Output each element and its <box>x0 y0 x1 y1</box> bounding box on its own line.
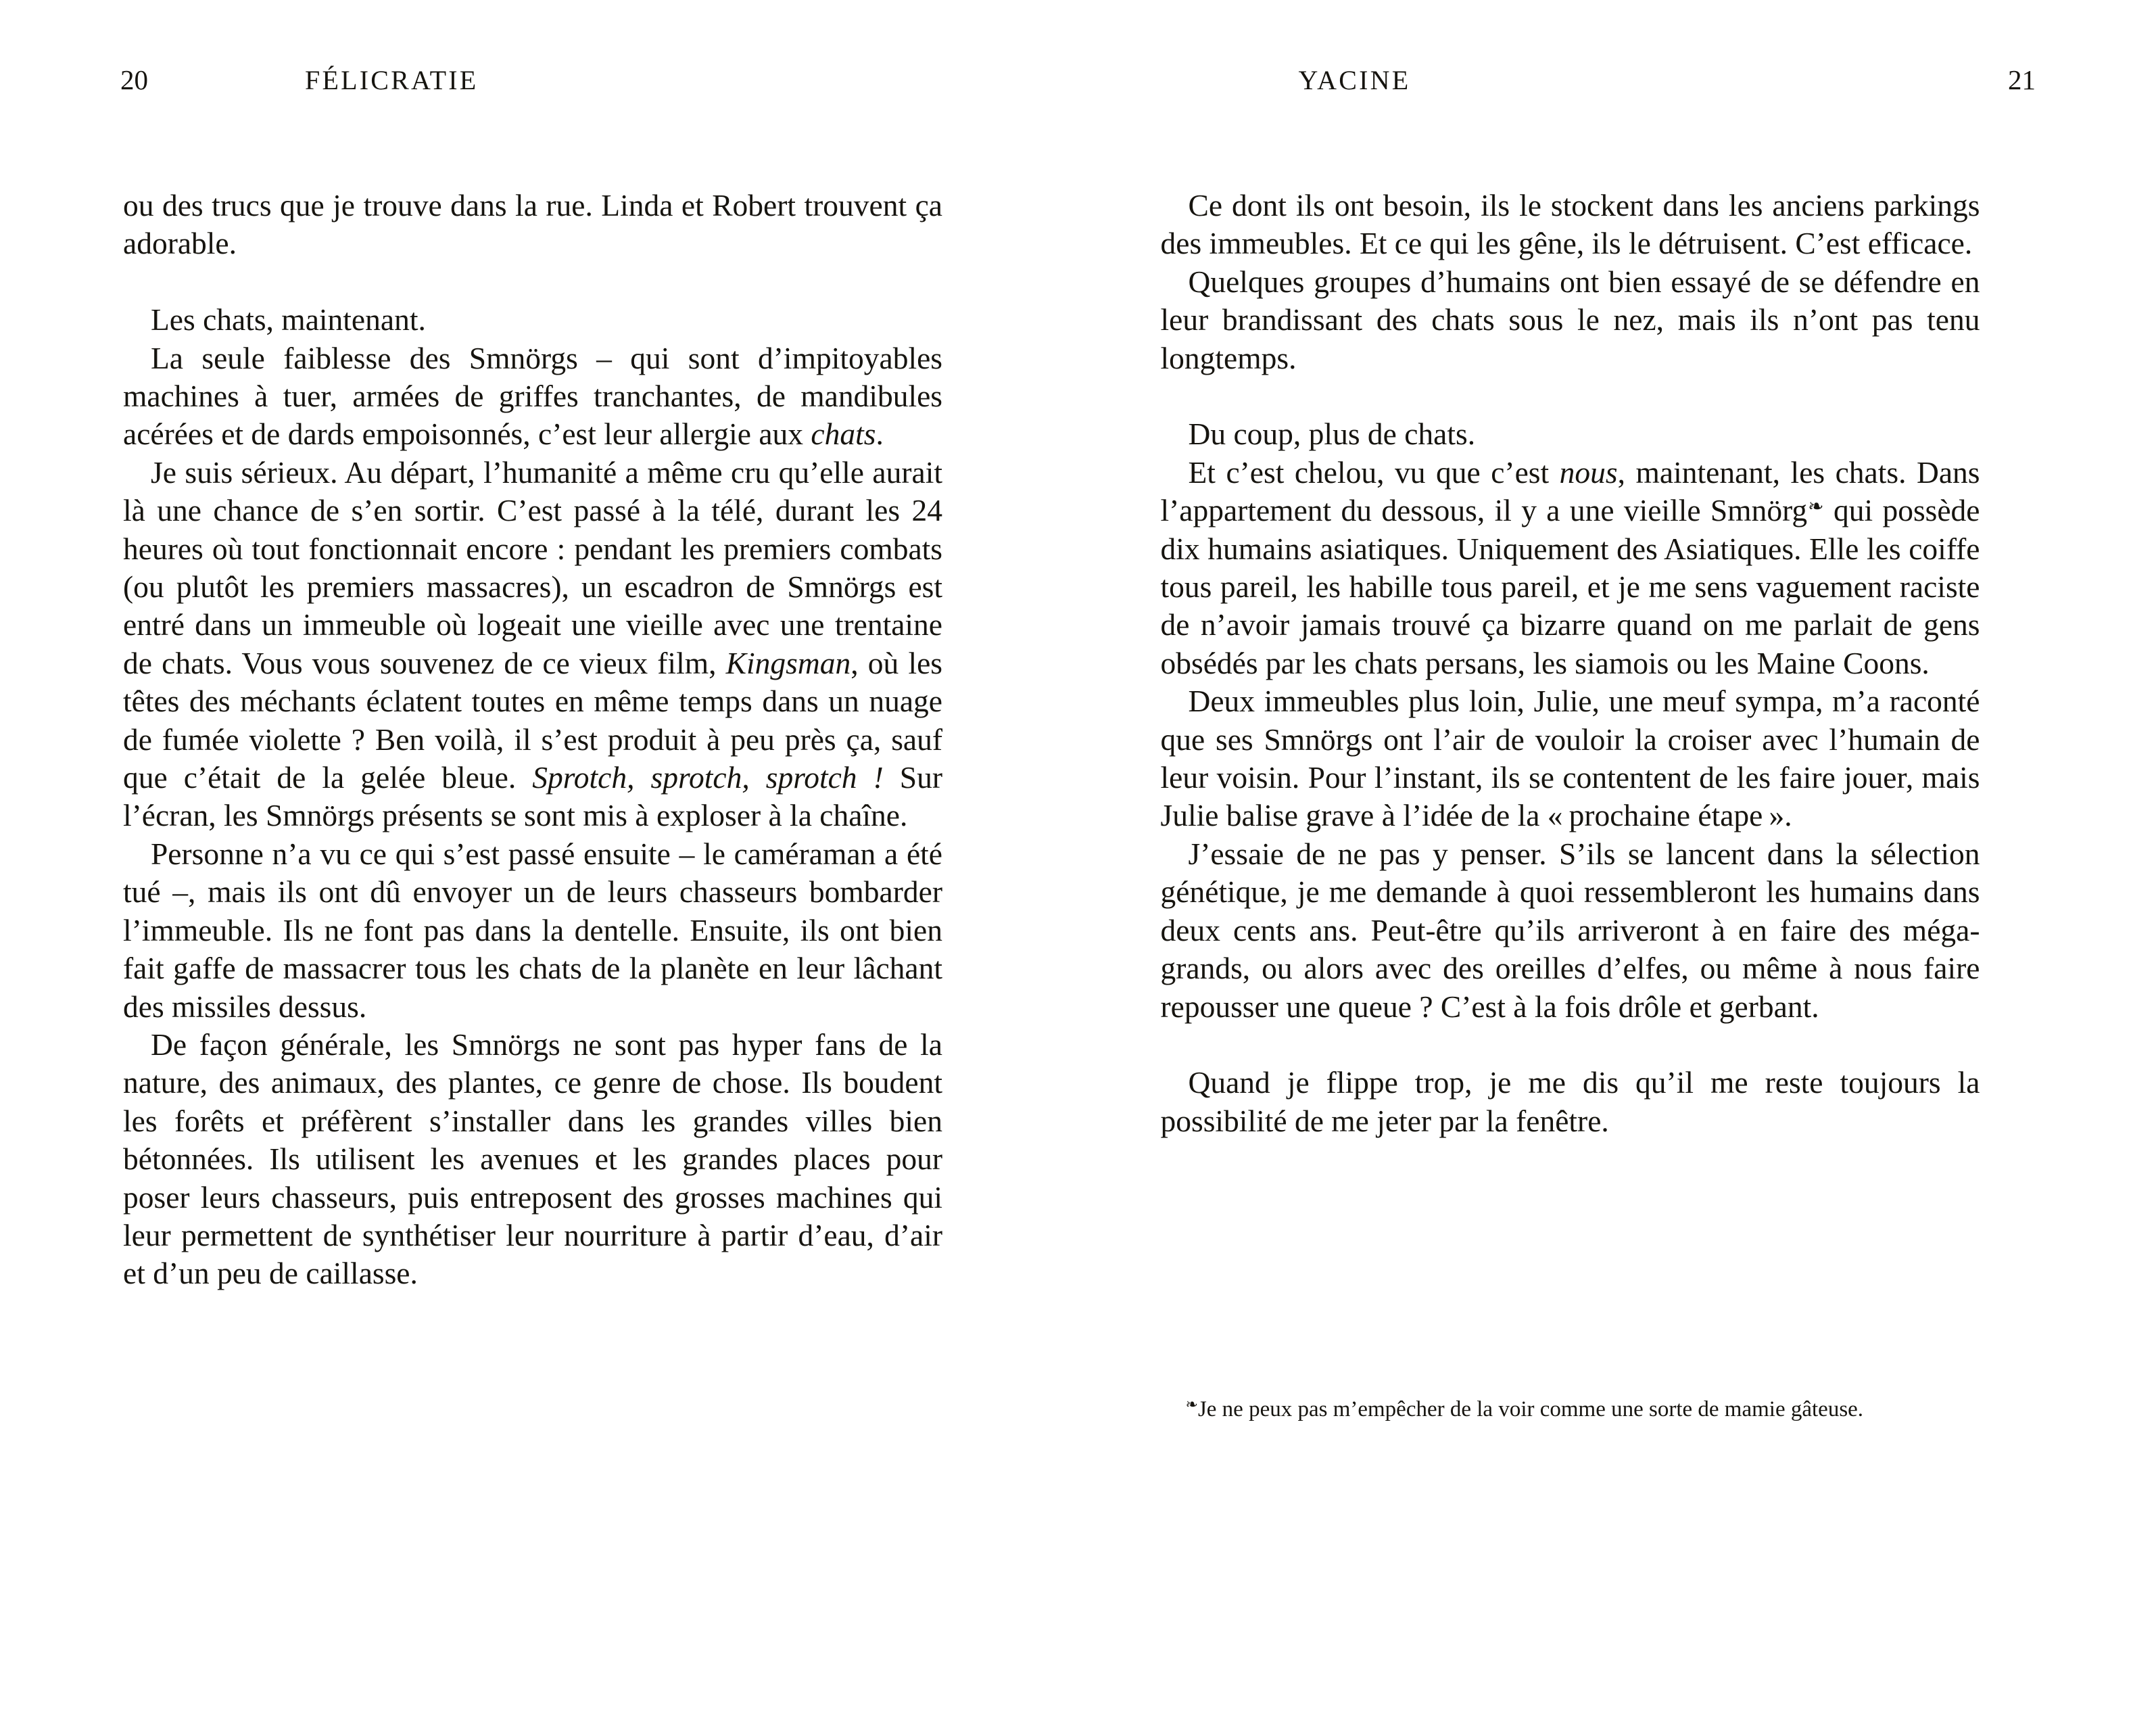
paragraph: Personne n’a vu ce qui s’est passé ensuite – le caméraman a été tué –, mais ils ont dû envoyer un de leurs chasseurs bombarder l’immeuble. Ils ne font pas dans la dentelle. Ensuite, ils ont bien fait gaffe de massacrer tous les chats de la planète en leur lâchant des missiles dessus. <box>123 836 942 1024</box>
folio-right: 21 <box>2008 64 2036 95</box>
footnote-marker-icon[interactable]: ❧ <box>1808 496 1824 518</box>
folio-left: 20 <box>120 64 148 95</box>
text-column-left <box>123 187 942 1293</box>
text-column-right <box>1161 187 1980 1140</box>
page-right <box>1078 0 2156 1717</box>
paragraph: Je suis sérieux. Au départ, l’humanité a même cru qu’elle aurait là une chance de s’en sortir. C’est passé à la télé, durant les 24 heures où tout fonctionnait encore : pendant les premiers combats (ou plutôt les premiers massacres), un escadron de Smnörgs est entré dans un immeuble où logeait une vieille avec une trentaine de chats. Vous vous souvenez de ce vieux film, Kingsman, où les têtes des méchants éclatent toutes en même temps dans un nuage de fumée violette ? Ben voilà, il s’est produit à peu près ça, sauf que c’était de la gelée bleue. Sprotch, sprotch, sprotch ! Sur l’écran, les Smnörgs présents se sont mis à exploser à la chaîne. <box>123 454 942 833</box>
running-title-right: YACINE <box>1298 65 1411 95</box>
italic-run: Sprotch, sprotch, sprotch ! <box>532 760 884 795</box>
paragraph: Du coup, plus de chats. <box>1188 417 1476 452</box>
paragraph: ou des trucs que je trouve dans la rue. Linda et Robert trouvent ça adorable. <box>123 188 942 261</box>
paragraph: De façon générale, les Smnörgs ne sont pas hyper fans de la nature, des animaux, des plantes, ce genre de chose. Ils boudent les forêts et préfèrent s’installer dans les grandes villes bien bétonnées. Ils utilisent les avenues et les grandes places pour poser leurs chasseurs, puis entreposent des grosses machines qui leur permettent de synthétiser leur nourriture à partir d’eau, d’air et d’un peu de caillasse. <box>123 1027 942 1291</box>
italic-run: Kingsman <box>725 645 851 680</box>
footnote-marker-icon[interactable]: ❧ <box>1185 1396 1198 1413</box>
paragraph: Quelques groupes d’humains ont bien essayé de se défendre en leur brandissant des chats sous le nez, mais ils n’ont pas tenu longtemps. <box>1160 264 1980 375</box>
paragraph: J’essaie de ne pas y penser. S’ils se lancent dans la sélection génétique, je me demande à quoi ressembleront les humains dans deux cents ans. Peut-être qu’ils arriveront à en faire des méga-grands, ou alors avec des oreilles d’elfes, ou même à nous faire repousser une queue ? C’est à la fois drôle et gerbant. <box>1160 836 1980 1024</box>
paragraph: Deux immeubles plus loin, Julie, une meuf sympa, m’a raconté que ses Smnörgs ont l’air de vouloir la croiser avec l’humain de leur voisin. Pour l’instant, ils se contentent de les faire jouer, mais Julie balise grave à l’idée de la « prochaine étape ». <box>1160 684 1980 833</box>
italic-run: chats <box>811 417 876 452</box>
italic-run: nous <box>1559 454 1618 490</box>
running-title-left: FÉLICRATIE <box>305 65 479 95</box>
footnote <box>1161 1394 1980 1425</box>
paragraph: Les chats, maintenant. <box>151 302 426 337</box>
running-head-right <box>1078 66 2156 107</box>
paragraph: Quand je flippe trop, je me dis qu’il me reste toujours la possibilité de me jeter par la fenêtre. <box>1160 1065 1980 1138</box>
running-head-left <box>0 66 1078 107</box>
paragraph: La seule faiblesse des Smnörgs – qui sont d’impitoyables machines à tuer, armées de griffes tranchantes, de mandibules acérées et de dards empoisonnés, c’est leur allergie aux chats. <box>123 340 942 452</box>
paragraph: Et c’est chelou, vu que c’est nous, maintenant, les chats. Dans l’appartement du dessous, il y a une vieille Smnörg❧ qui possède dix humains asiatiques. Uniquement des Asiatiques. Elle les coiffe tous pareil, les habille tous pareil, et je me sens vaguement raciste de n’avoir jamais trouvé ça bizarre quand on me parlait de gens obsédés par les chats persans, les siamois ou les Maine Coons. <box>1160 454 1980 680</box>
footnote-text: Je ne peux pas m’empêcher de la voir comme une sorte de mamie gâteuse. <box>1197 1397 1864 1421</box>
paragraph: Ce dont ils ont besoin, ils le stockent dans les anciens parkings des immeubles. Et ce qui les gêne, ils le détruisent. C’est efficace. <box>1160 188 1980 261</box>
